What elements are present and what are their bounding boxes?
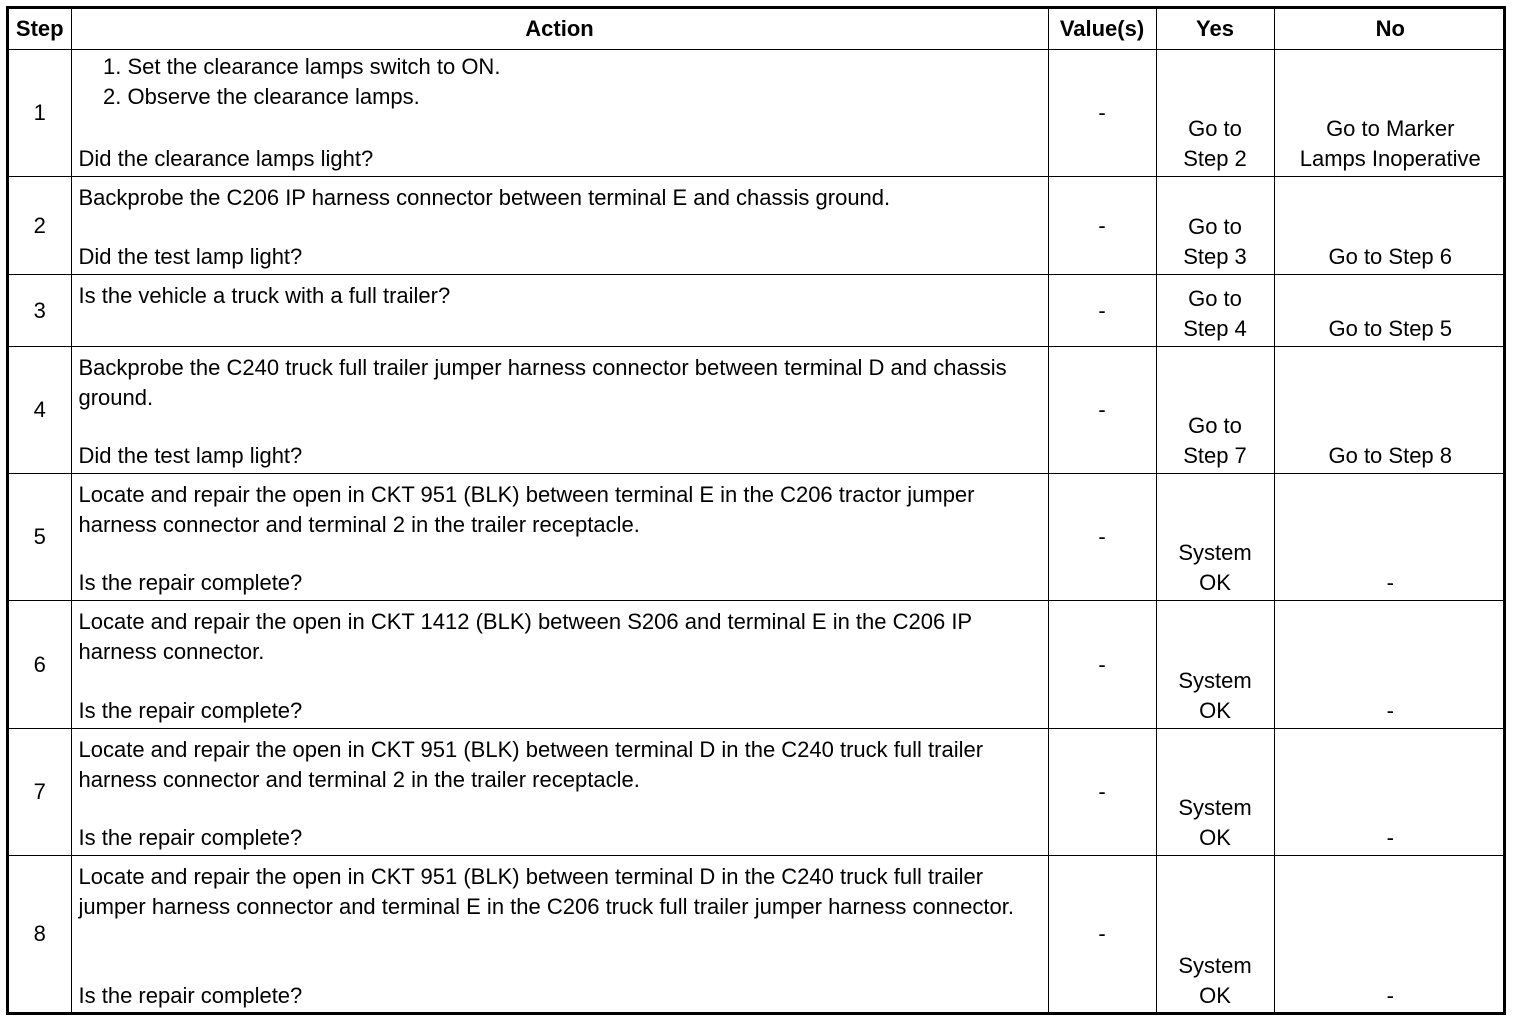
action-step-item: 2. Observe the clearance lamps. [128, 82, 1040, 112]
yes-line: System [1178, 668, 1252, 693]
action-cell [71, 177, 1048, 275]
yes-cell [1156, 50, 1274, 177]
action-cell [71, 347, 1048, 474]
table-row [9, 347, 1506, 474]
yes-cell [1156, 856, 1274, 1013]
action-text: Backprobe the C240 truck full trailer jumper harness connector between terminal D and chassis ground. [78, 355, 1007, 410]
value-cell: - [1048, 50, 1156, 177]
table-row [9, 275, 1506, 347]
yes-line: Go to [1188, 286, 1242, 311]
value-cell: - [1048, 729, 1156, 856]
table-row [9, 177, 1506, 275]
no-line: Go to Step 8 [1328, 443, 1453, 468]
yes-line: Step 4 [1183, 316, 1247, 341]
no-line: Go to Step 5 [1328, 316, 1453, 341]
yes-line: Step 7 [1183, 443, 1247, 468]
no-cell [1274, 729, 1506, 856]
yes-line: Go to [1188, 214, 1242, 239]
table-row [9, 856, 1506, 1013]
step-number: 5 [9, 474, 71, 601]
table-row [9, 729, 1506, 856]
header-row [9, 9, 1506, 50]
yes-line: Go to [1188, 413, 1242, 438]
action-cell [71, 275, 1048, 347]
action-text: Locate and repair the open in CKT 1412 (BLK) between S206 and terminal E in the C206 IP harness connector. [78, 609, 972, 664]
action-text: Locate and repair the open in CKT 951 (BLK) between terminal D in the C240 truck full trailer harness connector and terminal 2 in the trailer receptacle. [78, 737, 984, 792]
table-row [9, 474, 1506, 601]
action-text: Is the vehicle a truck with a full trailer? [78, 283, 451, 308]
table-row [9, 50, 1506, 177]
action-text: Locate and repair the open in CKT 951 (BLK) between terminal E in the C206 tractor jumper harness connector and terminal 2 in the trailer receptacle. [78, 482, 975, 537]
action-question: Did the clearance lamps light? [78, 146, 374, 171]
table-row [9, 601, 1506, 729]
no-line: - [1386, 825, 1394, 850]
value-cell: - [1048, 347, 1156, 474]
step-number: 4 [9, 347, 71, 474]
yes-cell [1156, 347, 1274, 474]
no-line: Go to Step 6 [1328, 244, 1453, 269]
no-cell [1274, 177, 1506, 275]
action-question: Is the repair complete? [78, 570, 303, 595]
yes-cell [1156, 601, 1274, 729]
diagnostic-table [9, 9, 1506, 1013]
no-line: - [1386, 982, 1394, 1008]
value-cell: - [1048, 275, 1156, 347]
header-yes: Yes [1156, 9, 1274, 50]
action-question: Is the repair complete? [78, 698, 303, 723]
no-cell [1274, 856, 1506, 1013]
yes-line: OK [1199, 698, 1231, 723]
yes-line: System [1178, 952, 1252, 978]
yes-cell [1156, 275, 1274, 347]
yes-line: OK [1199, 982, 1231, 1008]
action-text: Locate and repair the open in CKT 951 (BLK) between terminal D in the C240 truck full trailer jumper harness connector and terminal E in the C206 truck full trailer jumper harness connector. [78, 864, 1014, 919]
no-cell [1274, 275, 1506, 347]
action-cell [71, 729, 1048, 856]
yes-cell [1156, 177, 1274, 275]
step-number: 6 [9, 601, 71, 729]
action-question: Did the test lamp light? [78, 244, 303, 269]
action-text: Backprobe the C206 IP harness connector between terminal E and chassis ground. [78, 185, 891, 210]
header-action: Action [71, 9, 1048, 50]
yes-line: System [1178, 795, 1252, 820]
action-cell [71, 856, 1048, 1013]
action-question: Did the test lamp light? [78, 443, 303, 468]
action-question: Is the repair complete? [78, 825, 303, 850]
no-line: - [1386, 570, 1394, 595]
header-step: Step [9, 9, 71, 50]
action-cell [71, 50, 1048, 177]
step-number: 7 [9, 729, 71, 856]
header-values: Value(s) [1048, 9, 1156, 50]
yes-line: Step 3 [1183, 244, 1247, 269]
yes-cell [1156, 474, 1274, 601]
value-cell: - [1048, 601, 1156, 729]
no-line: Lamps Inoperative [1299, 146, 1481, 171]
no-cell [1274, 474, 1506, 601]
yes-cell [1156, 729, 1274, 856]
step-number: 2 [9, 177, 71, 275]
action-step-item: 1. Set the clearance lamps switch to ON. [128, 52, 1040, 82]
header-no: No [1274, 9, 1506, 50]
step-number: 3 [9, 275, 71, 347]
yes-line: OK [1199, 825, 1231, 850]
no-line: - [1386, 698, 1394, 723]
action-cell [71, 601, 1048, 729]
action-cell [71, 474, 1048, 601]
step-number: 1 [9, 50, 71, 177]
value-cell: - [1048, 177, 1156, 275]
no-line: Go to Marker [1326, 116, 1455, 141]
yes-line: Step 2 [1183, 146, 1247, 171]
value-cell: - [1048, 474, 1156, 601]
yes-line: OK [1199, 570, 1231, 595]
diagnostic-table-frame [6, 6, 1506, 1015]
no-cell [1274, 347, 1506, 474]
step-number: 8 [9, 856, 71, 1013]
action-question: Is the repair complete? [78, 982, 303, 1008]
no-cell [1274, 601, 1506, 729]
no-cell [1274, 50, 1506, 177]
value-cell: - [1048, 856, 1156, 1013]
action-steps-list [79, 52, 1040, 112]
yes-line: System [1178, 540, 1252, 565]
yes-line: Go to [1188, 116, 1242, 141]
